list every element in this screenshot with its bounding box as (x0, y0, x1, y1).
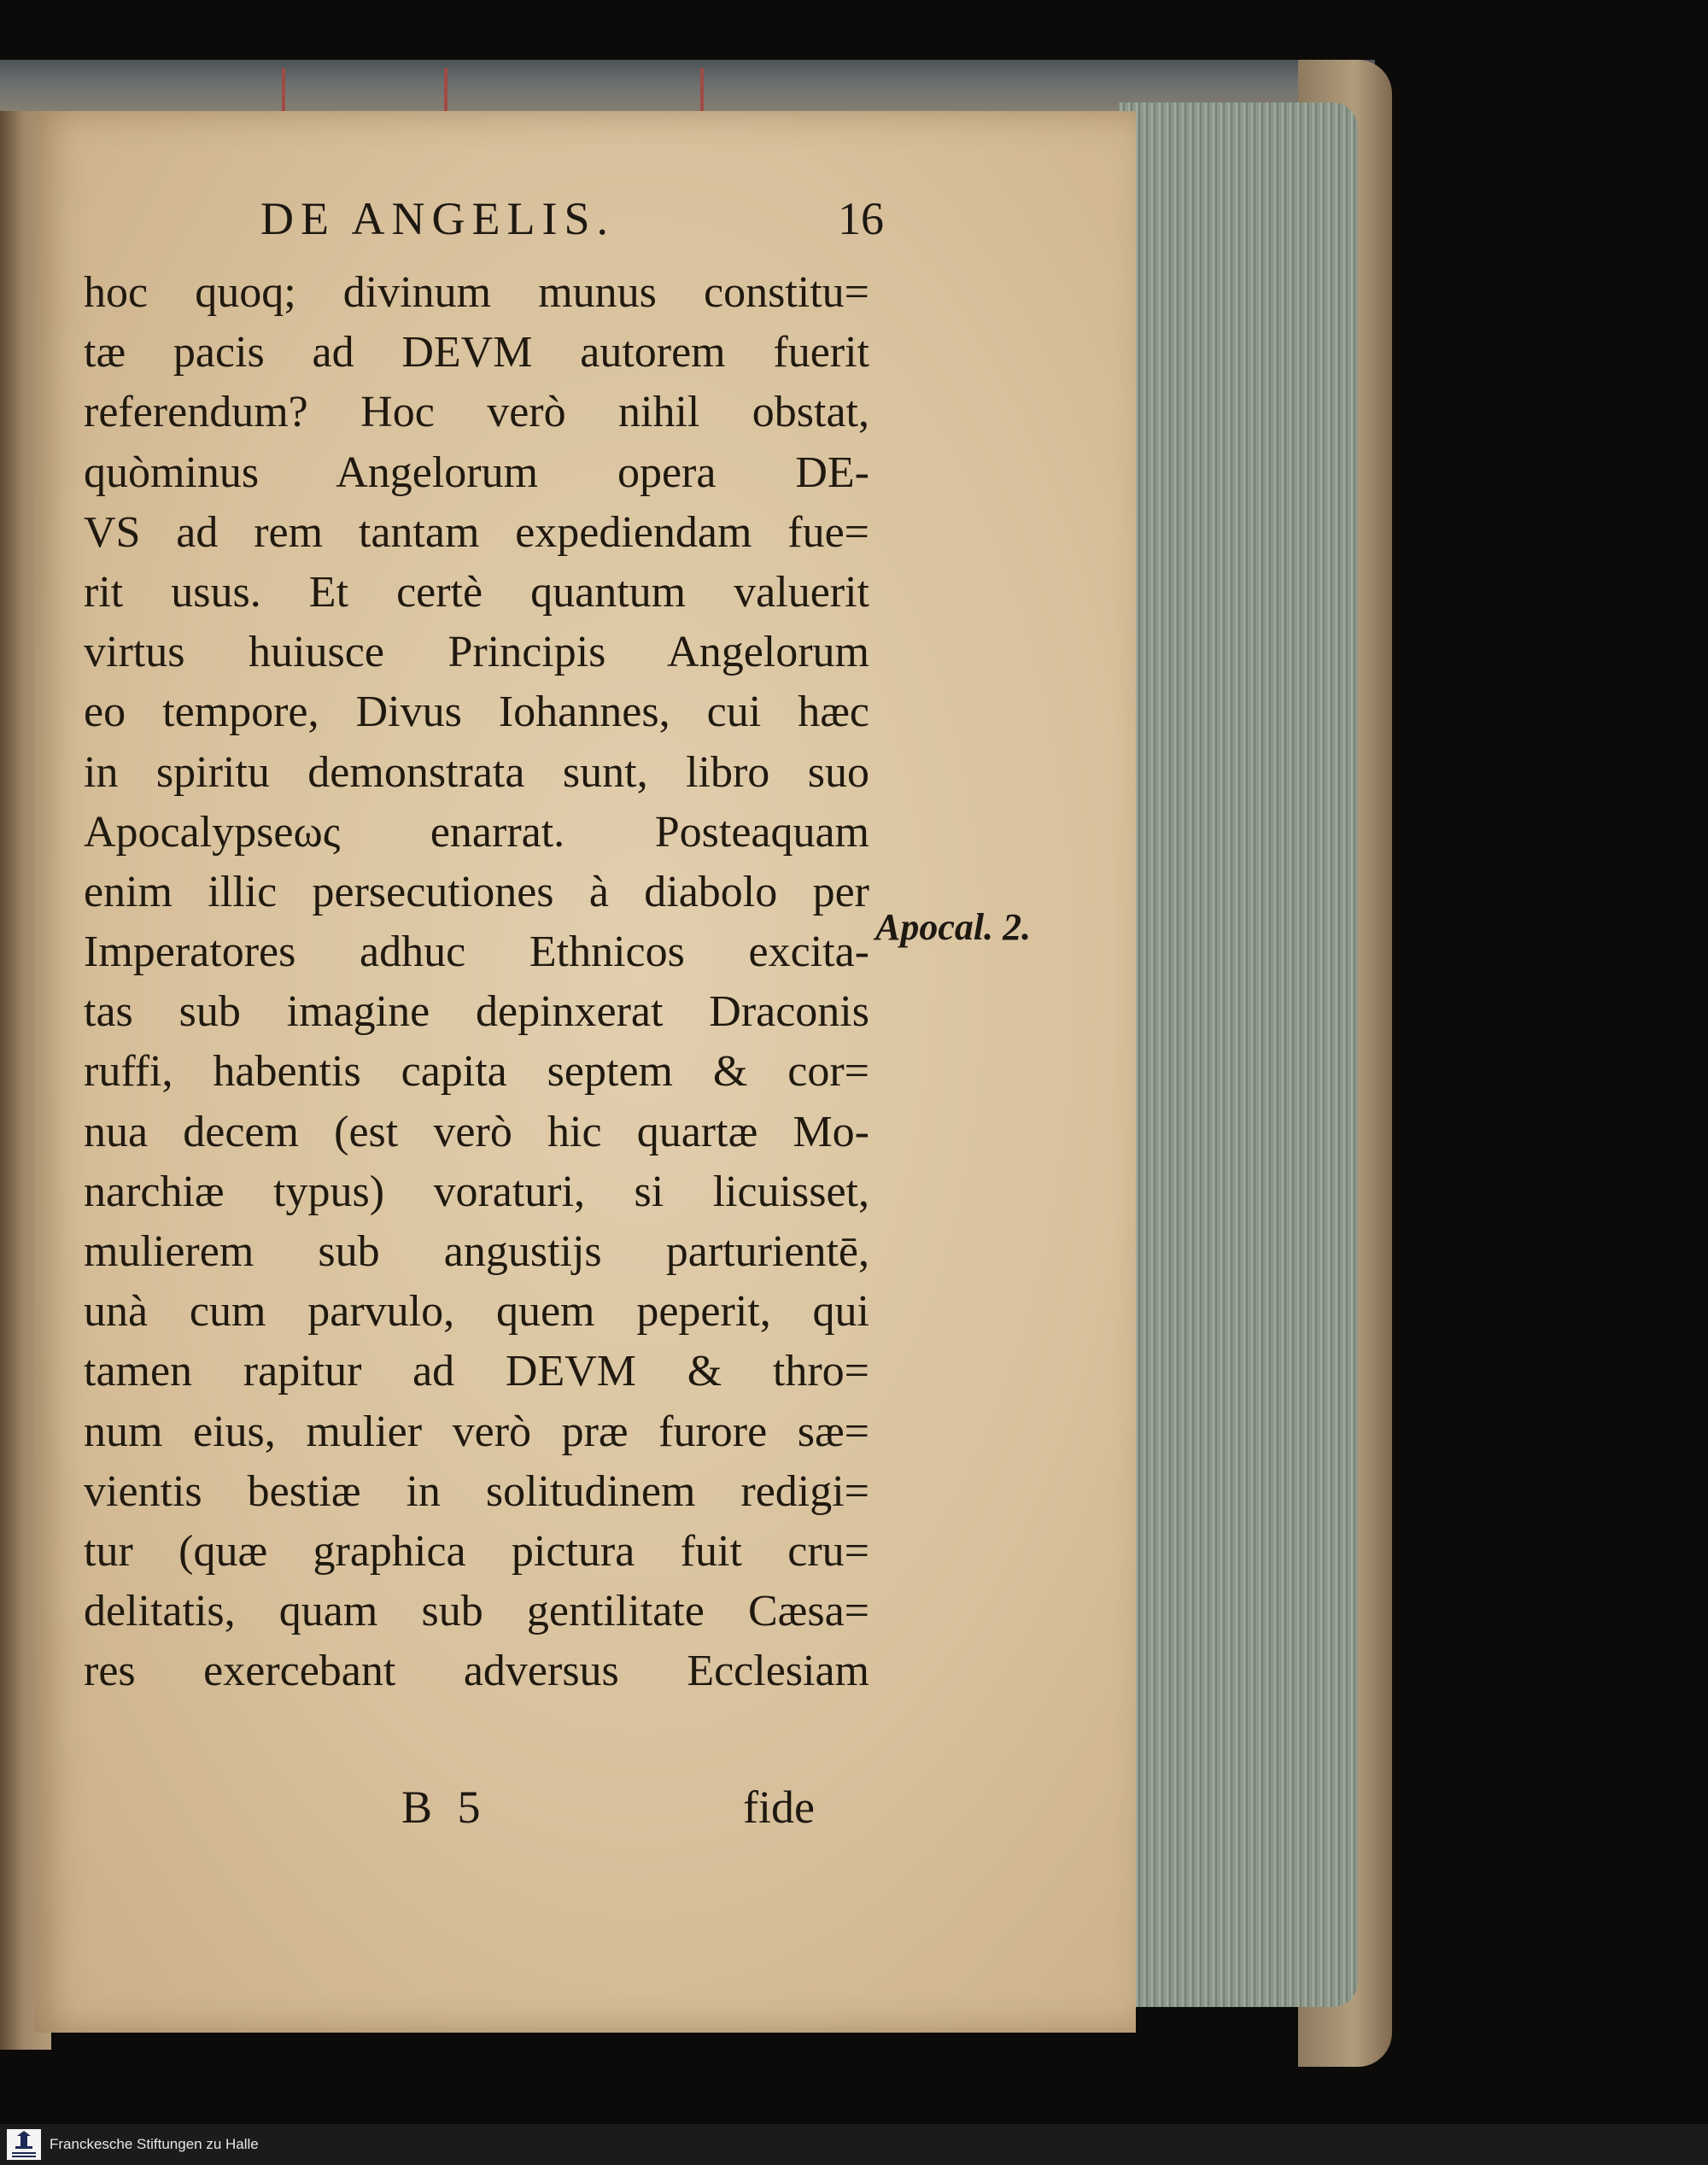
text-line: enim illic persecutiones à diabolo per (84, 867, 869, 916)
text-line: tæ pacis ad DEVM autorem fuerit (84, 328, 869, 377)
footer-institution[interactable]: Franckesche Stiftungen zu Halle (50, 2136, 259, 2152)
text-line: VS ad rem tantam expediendam fue= (84, 507, 869, 557)
text-line: unà cum parvulo, quem peperit, qui (84, 1287, 869, 1337)
text-line: eo tempore, Divus Iohannes, cui hæc (84, 688, 869, 737)
signature-mark: B 5 (401, 1782, 488, 1833)
text-line: quòminus Angelorum opera DE- (84, 448, 869, 497)
book-page (34, 111, 1136, 2033)
binding-thread (444, 68, 447, 115)
text-line: tur (quæ graphica pictura fuit cru= (84, 1526, 869, 1576)
text-line: Apocalypseως enarrat. Posteaquam (84, 807, 869, 857)
text-line: tas sub imagine depinxerat Draconis (84, 987, 869, 1037)
text-line: narchiæ typus) voraturi, si licuisset, (84, 1167, 869, 1216)
text-line: in spiritu demonstrata sunt, libro suo (84, 747, 869, 797)
text-line: Imperatores adhuc Ethnicos excita- (84, 927, 869, 977)
running-title: DE ANGELIS. (260, 193, 615, 244)
marginal-note: Apocal. 2. (875, 906, 1032, 948)
text-line: delitatis, quam sub gentilitate Cæsa= (84, 1587, 869, 1636)
running-head (235, 192, 884, 252)
text-line: num eius, mulier verò præ furore sæ= (84, 1407, 869, 1456)
text-line: ruffi, habentis capita septem & cor= (84, 1047, 869, 1097)
text-line: hoc quoq; divinum munus constitu= (84, 268, 869, 317)
text-line: tamen rapitur ad DEVM & thro= (84, 1347, 869, 1396)
text-line: virtus huiusce Principis Angelorum (84, 628, 869, 677)
catchword: fide (743, 1782, 815, 1833)
binding-thread (700, 68, 704, 115)
footer-bar (0, 2124, 1708, 2165)
text-line: mulierem sub angustijs parturientē, (84, 1227, 869, 1276)
body-text (84, 263, 869, 1702)
franckesche-stiftungen-logo-icon (7, 2129, 41, 2160)
page-block-edge (1119, 102, 1358, 2007)
text-line: referendum? Hoc verò nihil obstat, (84, 388, 869, 437)
text-line: rit usus. Et certè quantum valuerit (84, 567, 869, 617)
text-line: res exercebant adversus Ecclesiam (84, 1647, 869, 1696)
binding-thread (282, 68, 285, 115)
text-line: nua decem (est verò hic quartæ Mo- (84, 1107, 869, 1156)
page-number: 16 (838, 193, 884, 244)
text-line: vientis bestiæ in solitudinem redigi= (84, 1466, 869, 1516)
